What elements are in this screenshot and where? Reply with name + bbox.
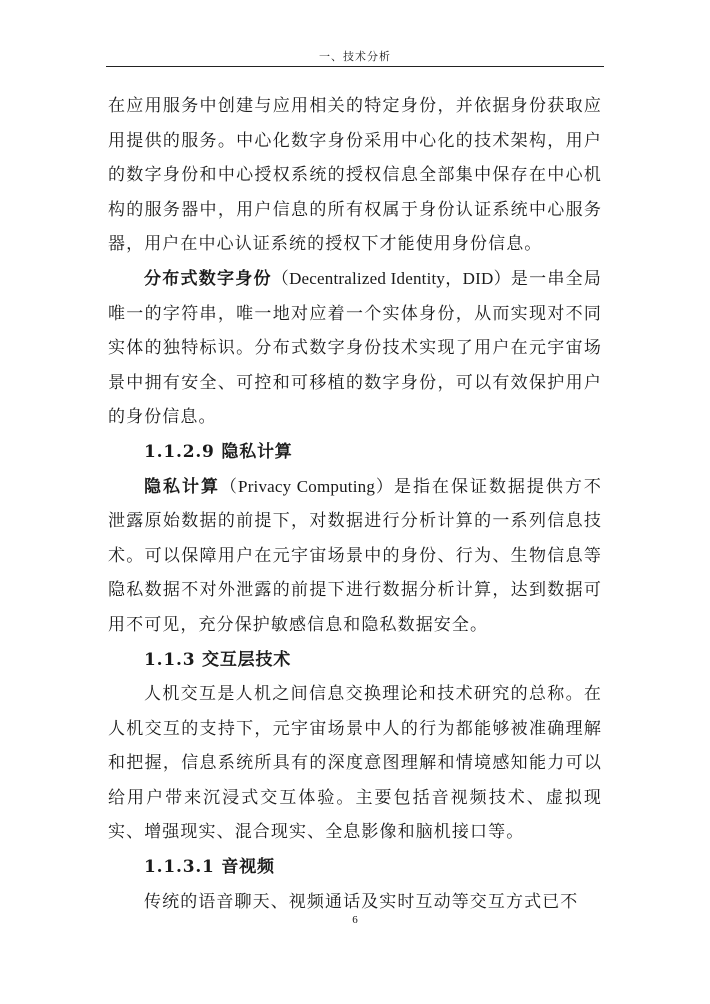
paragraph-centralized-identity: 在应用服务中创建与应用相关的特定身份，并依据身份获取应用提供的服务。中心化数字身份采用中心化的技术架构，用户的数字身份和中心授权系统的授权信息全部集中保存在中心机构的服务器中，用户信息的所有权属于身份认证系统中心服务器，用户在中心认证系统的授权下才能使用身份信息。 <box>108 96 602 255</box>
paragraph-did <box>108 262 602 435</box>
heading-1-1-3-1: 1.1.3.1 音视频 <box>144 857 275 878</box>
page-body <box>108 89 602 919</box>
heading-1-1-2-9: 1.1.2.9 隐私计算 <box>144 441 293 462</box>
page-number: 6 <box>352 914 358 926</box>
term-privacy-computing: 隐私计算 <box>144 476 220 497</box>
heading-1-1-3: 1.1.3 交互层技术 <box>144 649 292 670</box>
paragraph-audio-video: 传统的语音聊天、视频通话及实时互动等交互方式已不 <box>144 891 579 912</box>
term-privacy-computing-english: （Privacy Computing） <box>219 476 394 496</box>
running-header: 一、技术分析 <box>319 50 391 63</box>
term-did-english: （Decentralized Identity，DID） <box>271 268 511 288</box>
paragraph-privacy-computing <box>108 470 602 643</box>
paragraph-privacy-computing-body: 是指在保证数据提供方不泄露原始数据的前提下，对数据进行分析计算的一系列信息技术。可以保障用户在元宇宙场景中的身份、行为、生物信息等隐私数据不对外泄露的前提下进行数据分析计算，达到数据可用不可见，充分保护敏感信息和隐私数据安全。 <box>108 476 602 635</box>
paragraph-did-body: 是一串全局唯一的字符串，唯一地对应着一个实体身份，从而实现对不同实体的独特标识。分布式数字身份技术实现了用户在元宇宙场景中拥有安全、可控和可移植的数字身份，可以有效保护用户的身份信息。 <box>108 268 603 428</box>
header-rule <box>106 66 604 67</box>
term-did: 分布式数字身份 <box>144 268 272 289</box>
paragraph-hci: 人机交互是人机之间信息交换理论和技术研究的总称。在人机交互的支持下，元宇宙场景中人的行为都能够被准确理解和把握，信息系统所具有的深度意图理解和情境感知能力可以给用户带来沉浸式交互体验。主要包括音视频技术、虚拟现实、增强现实、混合现实、全息影像和脑机接口等。 <box>108 684 602 843</box>
